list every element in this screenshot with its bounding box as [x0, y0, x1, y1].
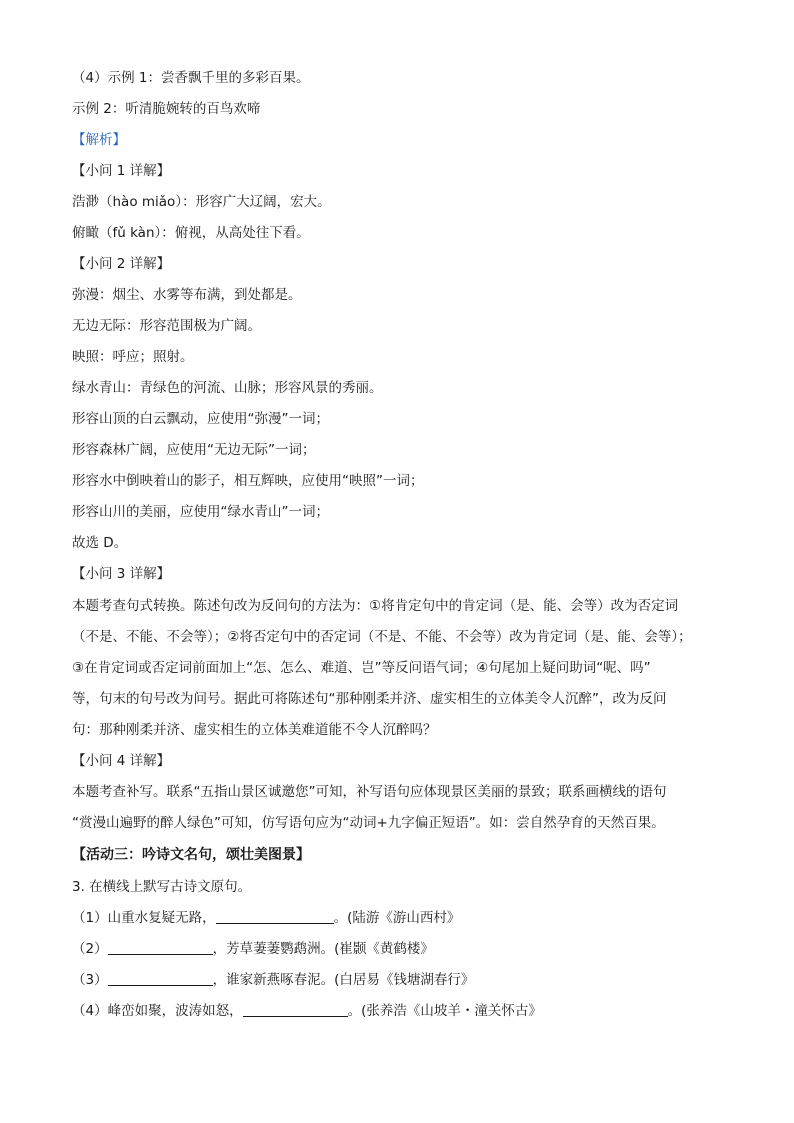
text-line: 映照：呼应；照射。: [72, 349, 194, 365]
text-line: 绿水青山：青绿色的河流、山脉；形容风景的秀丽。: [72, 380, 383, 396]
text-line: 本题考查句式转换。陈述句改为反问句的方法为：①将肯定句中的肯定词（是、能、会等）改为否定词: [72, 598, 679, 614]
text-line: 弥漫：烟尘、水雾等布满，到处都是。: [72, 287, 302, 303]
text-line: 浩渺（hào miǎo）：形容广大辽阔，宏大。: [72, 194, 331, 210]
text-line: （不是、不能、不会等）；②将否定句中的否定词（不是、不能、不会等）改为肯定词（是、能、会等）；: [72, 629, 692, 645]
text-line: 无边无际：形容范围极为广阔。: [72, 318, 261, 334]
question-4-heading: 【小问 4 详解】: [72, 753, 171, 769]
question-3-heading: 【小问 3 详解】: [72, 566, 171, 582]
answer-blank[interactable]: [108, 971, 213, 986]
answer-blank[interactable]: [243, 1002, 348, 1017]
fill-blank-item-3: （3） ，谁家新燕啄春泥。(白居易《钱塘湖春行》: [72, 972, 475, 988]
answer-example-1: （4）示例 1：尝香飘千里的多彩百果。: [72, 70, 310, 86]
answer-blank[interactable]: [216, 909, 334, 924]
text-line: ③在肯定词或否定词前面加上“怎、怎么、难道、岂”等反问语气词；④句尾加上疑问助词“呢、吗”: [72, 660, 651, 676]
text-line: 等，句末的句号改为问号。据此可将陈述句“那种刚柔并济、虚实相生的立体美令人沉醉”，改为反问: [72, 691, 667, 707]
text-line: 形容森林广阔，应使用“无边无际”一词；: [72, 442, 316, 458]
fill-blank-item-2: （2） ，芳草萋萋鹦鹉洲。(崔颢《黄鹤楼》: [72, 941, 434, 957]
question-3-prompt: 3. 在横线上默写古诗文原句。: [72, 879, 252, 895]
fill-blank-item-1: （1）山重水复疑无路， 。(陆游《游山西村》: [72, 910, 461, 926]
answer-blank[interactable]: [108, 940, 213, 955]
text-line: 俯瞰（fǔ kàn）：俯视，从高处往下看。: [72, 225, 310, 241]
text-line: 句：那种刚柔并济、虚实相生的立体美难道能不令人沉醉吗？: [72, 722, 437, 738]
question-2-heading: 【小问 2 详解】: [72, 256, 171, 272]
analysis-heading: 【解析】: [72, 132, 126, 148]
text-line: “赏漫山遍野的醉人绿色”可知，仿写语句应为“动词+九字偏正短语”。如：尝自然孕育的天然百果。: [72, 815, 665, 831]
text-line: 形容水中倒映着山的影子，相互辉映，应使用“映照”一词；: [72, 473, 424, 489]
text-line: 故选 D。: [72, 535, 128, 551]
activity-three-heading: 【活动三：吟诗文名句，颂壮美图景】: [72, 847, 310, 863]
text-line: 形容山川的美丽，应使用“绿水青山”一词；: [72, 504, 329, 520]
text-line: 形容山顶的白云飘动，应使用“弥漫”一词；: [72, 411, 329, 427]
text-line: 本题考查补写。联系“五指山景区诚邀您”可知，补写语句应体现景区美丽的景致；联系画横线的语句: [72, 784, 667, 800]
fill-blank-item-4: （4）峰峦如聚，波涛如怒， 。(张养浩《山坡羊・潼关怀古》: [72, 1003, 542, 1019]
answer-example-2: 示例 2：听清脆婉转的百鸟欢啼: [72, 101, 261, 117]
question-1-heading: 【小问 1 详解】: [72, 163, 171, 179]
